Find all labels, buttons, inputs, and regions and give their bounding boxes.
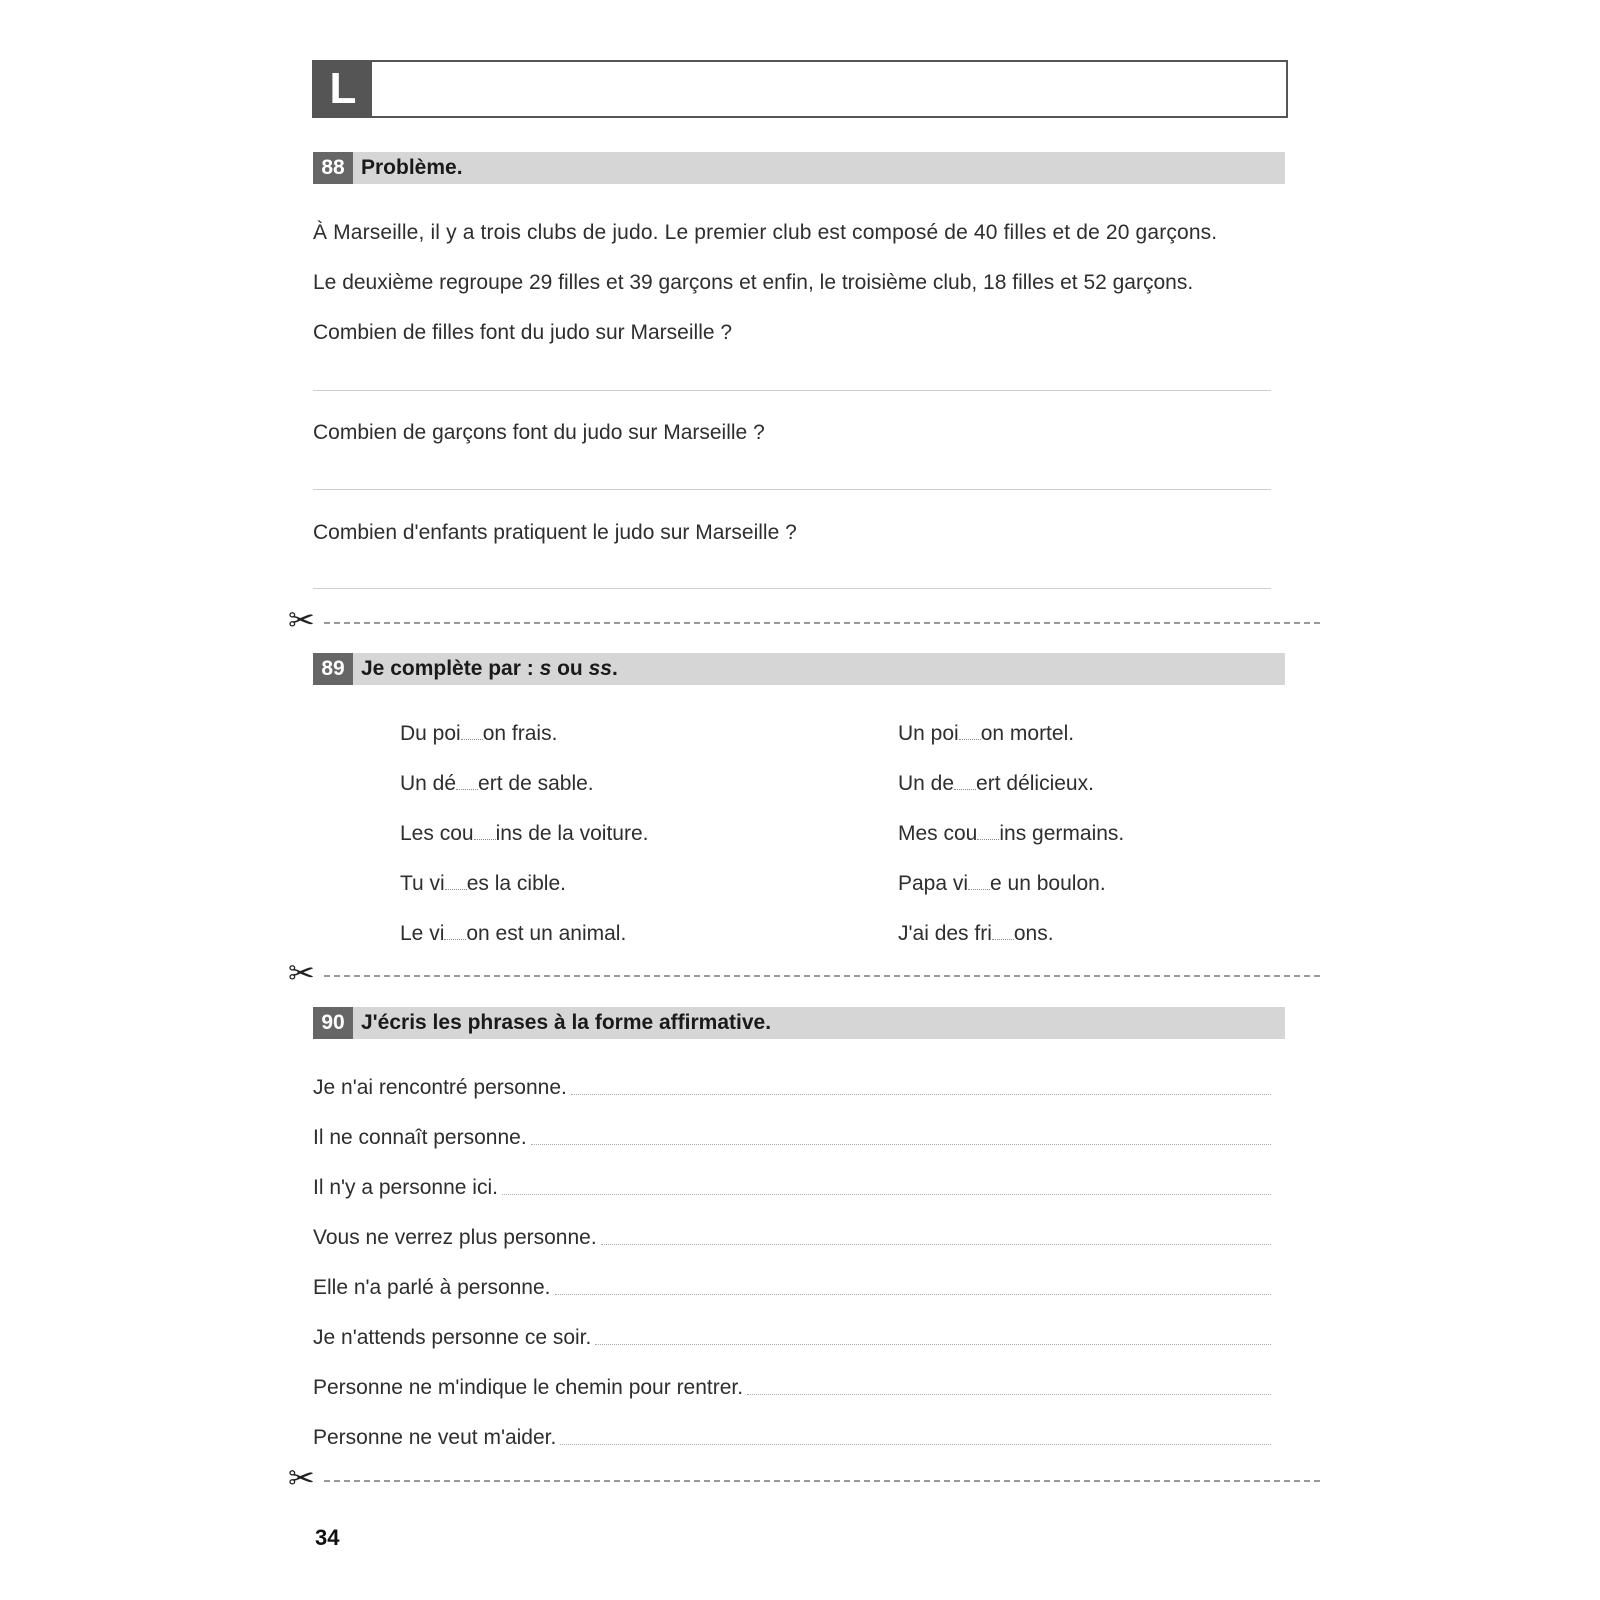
blank-field[interactable] (977, 821, 999, 840)
exercise-title (361, 657, 618, 681)
sentence-text: Vous ne verrez plus personne. (313, 1226, 597, 1249)
blank-field[interactable] (959, 721, 981, 740)
sentence-row (313, 1370, 1271, 1400)
cut-line (288, 954, 1320, 992)
dashed-line (324, 975, 1320, 977)
fill-item: Le vi on est un animal. (400, 922, 627, 945)
header-name-box[interactable] (312, 60, 1288, 118)
answer-line[interactable] (601, 1244, 1271, 1245)
title-mid: ou (551, 657, 589, 680)
blank-field[interactable] (444, 921, 466, 940)
sentence-row (313, 1120, 1271, 1150)
exercise-title: Problème. (361, 156, 463, 179)
fill-item: Papa vi e un boulon. (898, 872, 1106, 895)
fill-item: Un poi on mortel. (898, 722, 1075, 745)
fill-item: Tu vi es la cible. (400, 872, 566, 895)
cut-line (288, 1459, 1320, 1497)
blank-field[interactable] (968, 871, 990, 890)
answer-line[interactable] (747, 1394, 1271, 1395)
dashed-line (324, 622, 1320, 624)
exercise-90-header (313, 1007, 1285, 1039)
scissors-icon: ✂ (288, 954, 315, 992)
exercise-number: 89 (313, 653, 353, 685)
answer-line[interactable] (560, 1444, 1271, 1445)
sentence-text: Personne ne m'indique le chemin pour rentrer. (313, 1376, 744, 1399)
fill-item: Un dé ert de sable. (400, 772, 594, 795)
title-s: s (539, 657, 552, 680)
title-ss: ss (588, 657, 612, 680)
dashed-line (324, 1480, 1320, 1482)
title-end: . (611, 657, 618, 680)
blank-field[interactable] (992, 921, 1014, 940)
sentence-row (313, 1420, 1271, 1450)
answer-line[interactable] (502, 1194, 1271, 1195)
sentence-text: Je n'ai rencontré personne. (313, 1076, 567, 1099)
sentence-row (313, 1270, 1271, 1300)
exercise-89-header (313, 653, 1285, 685)
answer-line-boys[interactable] (313, 489, 1271, 490)
answer-line-children[interactable] (313, 588, 1271, 589)
sentence-row (313, 1320, 1271, 1350)
blank-field[interactable] (474, 821, 496, 840)
blank-field[interactable] (461, 721, 483, 740)
sentence-text: Je n'attends personne ce soir. (313, 1326, 592, 1349)
header-letter: L (314, 62, 372, 116)
sentence-row (313, 1070, 1271, 1100)
answer-line[interactable] (595, 1344, 1271, 1345)
question-boys: Combien de garçons font du judo sur Marseille ? (313, 421, 765, 444)
scissors-icon: ✂ (288, 601, 315, 639)
exercise-number: 90 (313, 1007, 353, 1039)
scissors-icon: ✂ (288, 1459, 315, 1497)
problem-text-line-1: À Marseille, il y a trois clubs de judo. Le premier club est composé de 40 filles et de 20 garçons. (313, 221, 1218, 244)
sentence-text: Personne ne veut m'aider. (313, 1426, 557, 1449)
sentence-text: Elle n'a parlé à personne. (313, 1276, 551, 1299)
problem-text-line-2: Le deuxième regroupe 29 filles et 39 garçons et enfin, le troisième club, 18 filles et 52 garçons. (313, 271, 1194, 294)
blank-field[interactable] (456, 771, 478, 790)
blank-field[interactable] (445, 871, 467, 890)
question-children: Combien d'enfants pratiquent le judo sur Marseille ? (313, 521, 797, 544)
answer-line[interactable] (571, 1094, 1271, 1095)
fill-item: Du poi on frais. (400, 722, 558, 745)
fill-item: Un de ert délicieux. (898, 772, 1094, 795)
sentence-row (313, 1220, 1271, 1250)
title-prefix: Je complète par : (361, 657, 540, 680)
sentence-text: Il n'y a personne ici. (313, 1176, 498, 1199)
sentence-row (313, 1170, 1271, 1200)
fill-item: Mes cou ins germains. (898, 822, 1125, 845)
exercise-88-header (313, 152, 1285, 184)
sentence-text: Il ne connaît personne. (313, 1126, 527, 1149)
blank-field[interactable] (954, 771, 976, 790)
fill-item: J'ai des fri ons. (898, 922, 1054, 945)
fill-item: Les cou ins de la voiture. (400, 822, 649, 845)
cut-line (288, 601, 1320, 639)
answer-line[interactable] (555, 1294, 1271, 1295)
question-girls: Combien de filles font du judo sur Marseille ? (313, 321, 733, 344)
answer-line[interactable] (531, 1144, 1271, 1145)
exercise-number: 88 (313, 152, 353, 184)
answer-line-girls[interactable] (313, 390, 1271, 391)
exercise-title: J'écris les phrases à la forme affirmative. (361, 1011, 772, 1034)
page-number: 34 (315, 1525, 340, 1550)
